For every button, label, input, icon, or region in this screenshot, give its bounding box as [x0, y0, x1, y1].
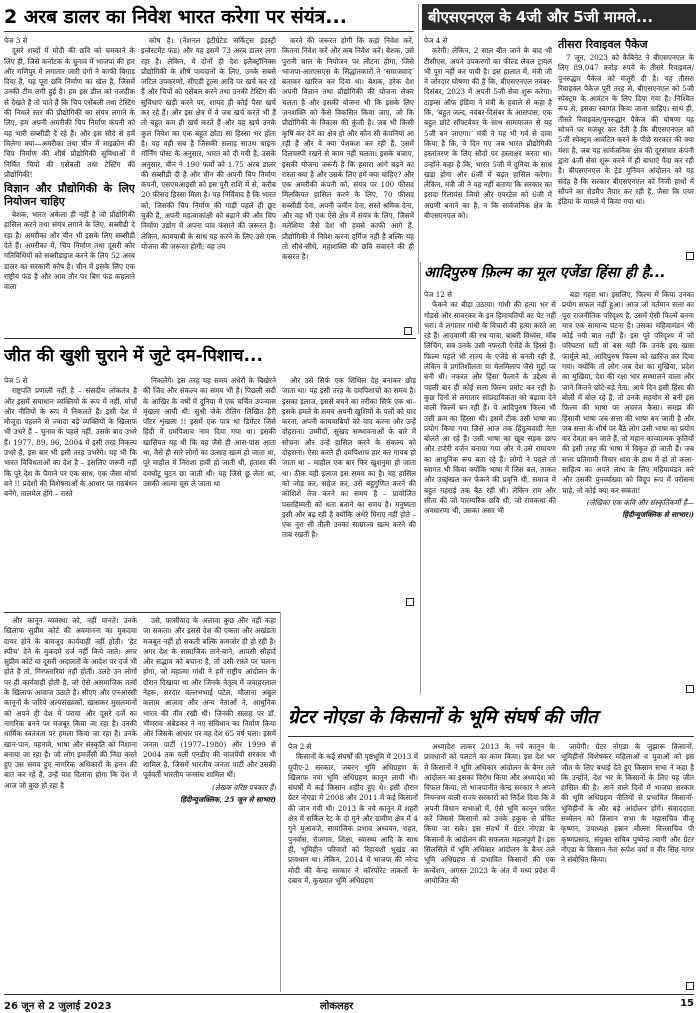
vertical-divider-top — [418, 4, 419, 334]
article5-top-rule — [4, 612, 280, 613]
article4-headline: जीत की खुशी चुराने में जुटे दम-पिशाच... — [4, 346, 263, 366]
article4-col3-text: और उसे सिर्फ एक शिथिल देह बनाकर छोड़ जाता था। यह इसी तरह के दमपिशाचों का समय है। इसका इलाज, इससे बचने का तरीका सिर्फ एक था– इसके हमले के समय अपनी खुशियों के पलों को याद करना, अपनी कामयाबियों को याद करना और उन्हें दोहराना। उम्मीदों, सुखद सम्भावनाओं के बारे में सोचना और उन्हें हासिल करने के संकल्प को दोहराना। ऐसा करते ही दमपिशाच हार कर गायब हो जाता था – माहौल एक बार फिर खुशनुमा हो जाता था। ठीक यही इलाज इस समय का है। यह हासिल को जोड़ कर, सहेज कर, उसे बहुगुणित करने की कोशिशें तेज करने का समय है – प्रायोजित पस्तहिम्मती को धता बताने का समय है। मनुष्यता इसी और बढ़ रही है क्योंकि अंधेरे घिराए नहीं होते – एक नूरा सी तीली उनका साम्राज्य खत्म करने की ताब रखती है। — [282, 376, 416, 540]
article5-credit-2: हिंदीन्यूजक्लिक, 25 जून से साभार) — [180, 795, 276, 805]
article6-col3-text: जायेगी। ग्रेटर नोएडा के जुझारू किसानों, भूमिहीनों विशेषकर महिलाओं व युवाओं को इस जीत के लिए बधाई देते हुए किसान सभा ने कहा है कि उन्होंने, देश भर के किसानों के लिए यह जीत हासिल की है। आने वाले दिनों में भाजपा सरकार की भूमि अधिग्रहण नीतियों से प्रभावित किसानों-भूमिहीनों के और बड़े आंदोलन होंगे। संवाददाता सम्मेलन को किसान सभा के महासचिव वीजू कृष्णन, उपाध्यक्ष हन्नान मौल्ला वित्तसचिव पी कृष्णप्रसाद, संयुक्त सचिव पुष्पेन्द्र त्यागी और ग्रेटर नोएडा के किसान नेता रूपेश वर्मा व वीर सिंह नागर ने संबोधित किया। — [561, 742, 694, 865]
article4-top-rule — [4, 338, 416, 339]
page-footer — [0, 996, 700, 1013]
article1-col1b-text: बेशक, भारत अकेला ही नहीं है जो प्रौद्योगिकी हासिल करने तथा संयंत्र लगाने के लिए, सब्सीडी दे रहा है। अमरीका और चीन भी इसके लिए सब्सीडी देते हैं। अमरीका में, चिप निर्माण तथा दूसरी कोर गतिविधियों को सब्सीडाइज करने के लिए 52 अरब डालर का सरकारी कोष है। चीन में इसके लिए एक राष्ट्रीय फंड है और आम तौर पर बिग फंड कहलाने वाला — [4, 210, 135, 292]
article4-jump: पेज 5 से — [4, 376, 28, 385]
article2-col1-text: करेगी। लेकिन, 2 साल बीत जाने के बाद भी टीसीएस, अपने उपकरणों का फील्ड लेवल ट्रायल भी पूरा नहीं कर पायी है। इस हालात में, मंत्री जी ने जोरदार घोषणा की है कि, बीएसएनएल नवंबर-दिसंबर, 2023 में अपनी 5जी सेवा शुरू करेगा। टाइम्स ऑफ इंडिया ने मंत्री के हवाले से कहा है कि, ‘बहुत जल्द, नवंबर-दिसंबर के आसपास, एक बहुत छोटे सॉफ्टवेयर के साथ सामयाजन से यह 5जी बन जाएगा।’ मंत्री ने यह भी गर्व से दावा किया है कि, वे दिन गए जब भारत प्रौद्योगिकी हस्तांतरण के लिए सौदों पर हस्ताक्षर करता था। उन्होंने कहा है कि, भारत 5जी में दुनिया के साथ खड़ा होगा और 6जी में बढ़त हासिल करेगा। लेकिन, मंत्री जी ने यह नहीं बताया कि सरकार का इरादा रिलायंस जियो और एयरटेल को 6जी में अग्रणी बनाने का है, न कि सार्वजनिक क्षेत्र के बीएसएनएल को। — [424, 46, 552, 221]
article1-col1-text: दूसरे शब्दों में मोदी की छवि को चमकाने के लिए ही, जिसे कर्नाटक के चुनाव में भाजपा की हार और मणिपुर में लगातार जारी दंगों ने काफी बिगाड़ दिया है, यह पूरा छवि निर्माण का खेल है, जिसमें उनकी टीम लगी हुई है। हम इस डील को नजदीक से देखते हैं तो पाते हैं कि चिप एसेंबली तथा टेस्टिंग की निचले स्तर की प्रौद्योगिकी का संयंत्र लगाने के लिए, हम अपनी अमरीकी चिप निर्माण कंपनी को यह भारी सब्सीडी दे रहे हैं। और इस सौदे से हमें मिलेगा क्या—अमरीका तथा चीन में माइक्रोन की चिप निर्माण की शीर्ष प्रौद्योगिकी सुविधाओं में निर्मित चिपों की एसेंबली तथा टेस्टिंग की प्रौद्योगिकी! — [4, 46, 135, 179]
article3-col1-text: फेंकने का बीड़ा उठाया। गांधी की हत्या भर से गोडसे और सावरकर के इन हिमायतियों का पेट नहीं भरा। वे लगातार गांधी के विचारों की हत्या करते आ रहे हैं। आदवाणी की रथ यात्रा, बाबरी विध्वंस, मॉब लिंचिंग, सब उनके उसी नफरती ऐजेंडे के हिस्से हैं। फिल्म पहले भी राज्य के एजेंडे से बनती रही हैं, लेकिन वे प्रगतिशीलता या मेलमिलाप जैसे मुद्दों पर बनी थीं। नफरत और हिंसा फैलाने के उद्देश्य से पहली बार ही कोई सत्ता फिल्म प्रमोट कर रही है। कुछ दिनों से लगातार सांप्रदायिकता को बढ़ावा देने वाली फिल्में बन रही हैं। ये आदिपुरुष फिल्म भी उसी क्रम का हिस्सा थी। इसमें टीक उसी भाषा का प्रयोग किया गया जिसे आज तक हिंदुत्ववादी नेता बोलते आ रहे हैं। उसी भाषा का खूब सड़क छाप और टपोरी वर्जन बनाया गया और ये उसे रामायण का आधुनिक रूप बता रहे हैं। लोगों ने पहले तो स्वागत भी किया क्योंकि भाषा में जिस बल, ताकत और उच्छृंखल कर फेंकने की प्रवृत्ति थी, समाज में बहुत गहराई तक बैठ रही थी। लेकिन राम और सीता की जो पारम्परिक छवि थी, जो रामकथा की अवधारणा थी, उसका असर भी — [424, 300, 556, 516]
article3-credit-2: हिंदीन्यूजक्लिक से साभार।) — [622, 510, 694, 520]
article1-subhead: विज्ञान और प्रौद्योगिकी के लिए नियोजन चाहिए — [4, 182, 135, 209]
article4-col1 — [4, 376, 137, 606]
footer-date: 26 जून से 2 जुलाई 2023 — [4, 1001, 112, 1012]
article2-col2 — [558, 36, 694, 258]
article5-col1-text: और कानून व्यवस्था को, नहीं मानते। उनके खिलाफ सुप्रीम कोर्ट की अवमानना का मुकदमा दायर होने के बावजूद कार्यवाही नहीं होती। ‘हेट स्पीच’ देने के मुकदमे दर्ज नहीं किये जाते। अगर सुप्रीम कोर्ट या दूसरी अदालतों के आदेश पर दर्ज भी होते हैं तो, गिरफ्तारियां नहीं होतीं। उलटे उन लोगों पर ही कार्यवाही होती है, जो ऐसे असमाजिक तत्वों के खिलाफ आवाज उठाते हैं। सीएए और एनआरसी कानूनों के जरिये अल्पसंख्यकों, खासकर मुसलमानों को अपने ही देश में पराया और दूसरे दर्जे का नागरिक बनने पर मजबूर किया जा रहा है। उनकी धार्मिक स्वतंत्रता पर हमला किया जा रहा है। उनके खान-पान, पहनावे, भाषा और संस्कृति को निशाना बनाया जा रहा है। जो लोग इमर्जेंसी की निंदा करते हुए उस समय हुए नागरिक अधिकारों के हनन की बात कर रहे हैं, उन्हें याद दिलाना होगा कि देश में आज जो कुछ हो रहा है — [4, 616, 137, 790]
article6-headline-rule — [288, 736, 694, 737]
article3-jump: पेज 12 से — [424, 290, 452, 299]
article1-col3 — [282, 36, 414, 326]
footer-rule — [4, 994, 694, 995]
article3-col1 — [424, 290, 556, 692]
article2-subhead: तीसरा रिवाइवल पैकेज — [558, 38, 648, 51]
article2-col1 — [424, 36, 552, 258]
article6-end-mark — [686, 982, 694, 990]
article4-col3 — [282, 376, 416, 606]
article1-end-mark — [404, 327, 412, 335]
article6-col1 — [288, 742, 418, 992]
article4-col2 — [143, 376, 276, 606]
vertical-divider-middle — [420, 262, 421, 694]
article5-col2 — [143, 616, 276, 992]
article3-headline: आदिपुरुष फ़िल्म का मूल एजेंडा हिंसा ही है... — [424, 265, 666, 281]
vertical-divider-bottom — [280, 612, 281, 992]
article2-end-mark — [686, 252, 694, 260]
article1-col3-text: करने की जरूरत होगी कि कहां निवेश करें, कितना निवेश करें और कब निवेश करें। बेशक, उसे पुरानी चाल के नियोजन पर लौटना होगा, जिसे भाजपा-आरएसएस के सिद्धांतकारों ने ‘समाजवाद’ बताकर खारिज कर दिया था। बेशक, हरेक देश अपनी विज्ञान तथा प्रौद्योगिकी की योजना लेकर चलता है और इसकी योजना भी कि इसके लिए जनशक्ति को कैसे विकसित किया जाए, जो कि प्रौद्योगिकी के विकास की कुंजी है। जब भी किसी कृषि कर देने का क्षेत्र हो और कौन सी कंपनियां आ रही हैं और वे क्या पेशकश कर रही हैं, उसमें दिलचस्पी रखने से काम नहीं चलता। इसके बजाए, इसकी योजना जरूरी है कि हमारा आगे बढ़ने का रास्ता क्या है और उसके लिए हमें क्या चाहिए? और एक अमरीकी कंपनी को, संयंत्र पर 100 फीसद मिलकियत हासिल करने के लिए, 70 फीसद सब्सीडी देना, अपनी जमीन देना, सस्ते श्रमिक देना, और वह भी एक ऐसे क्षेत्र में संयंत्र के लिए, जिसमें मलेशिया जैसे देश भी हमसे काफी आगे हैं, प्रौद्योगिकी में निवेश करना हर्गिज नहीं है बल्कि यह तो सीधे-सीधे, महाशक्ति की छवि संवारने की ही कसरत है। — [282, 36, 414, 262]
article5-col1 — [4, 616, 137, 992]
article1-headline-rule — [4, 31, 414, 32]
article4-end-mark — [406, 598, 414, 606]
article1-col1 — [4, 36, 135, 336]
article4-col1-text: राष्ट्रपति प्रणाली नहीं है – संसदीय लोकतंत्र है और इसमें समाधान व्यक्तियों के रूप में नहीं, मोर्चों और नीतियों के रूप में निकलते हैं। इसी देश में मौजूदा पहलने से ज्यादा बड़े व्यक्तियों के खिलाफ भी उभरे हैं – चुनाव के पहले नहीं, उसके बाद उभरे हैं। 1977, 89, 96, 2004 में इसी तरह विकल्प उभरे हैं, इस बार भी इसी तरह उभरेंगे। यह भी कि भारत विविधताओं का देश है – इसलिए जरूरी नहीं कि पूरे देश के पैमाने पर एक साथ, एक जैसा मोर्चा बने !! प्रदेशों की विशेषताओं के आधार पर गठबंधन बनेंगे, तालमेल होंगे – रास्ते — [4, 386, 137, 499]
article2-col2-text: 7 जून, 2023 को कैबिनेट ने बीएसएनएल के लिए 89,047 करोड़ रुपये के तीसरे रिवाइवल/पुनरुद्धार पैकेज को मंजूरी दी है। यह तीसरा रिवाइवल पैकेज पूरी तरह से, बीएसएनएल को 5जी स्पेक्ट्रम के आवंटन के लिए दिया गया है। निश्चित रूप से, इसका स्वागत किया जाना चाहिए। साथ ही, तीसरे रिवाइवल/पुनरुद्धार पैकेज की घोषणा यह सोचने पर मजबूर कर देती है कि बीएसएनएल को 5जी स्पेक्ट्रम आवंटित करने के पीछे सरकार की क्या मंशा है, जब यह सार्वजनिक क्षेत्र की दूरसंचार कंपनी द्वारा 4जी सेवा शुरू करने में ही बाधाएं पैदा कर रही है। बीएसएनएल के ट्रेड यूनियन आंदोलन को यह संदेह है कि सरकार बीएसएनएल को निजी हाथों में सौंपने का रोडमैप तैयार कर रही है, जैसा कि एयर इंडिया के मामले में किया गया था। — [558, 53, 694, 207]
article2-headline: बीएसएनएल के 4जी और 5जी मामले... — [422, 4, 696, 30]
article3-end-mark — [686, 685, 694, 693]
article3-col2 — [562, 290, 694, 692]
article2-jump: पेज 4 से — [424, 36, 448, 45]
article6-col2-text: अध्यादेश लाकर 2013 के नये कानून के प्रावधानों को पलटने का काम किया। इस देश भर में किसानों ने भूमि अधिकार आंदोलन के बैनर तले आंदोलन का इसका विरोध किया और अध्यादेश को विफल किया, तो भाजपानीत केन्द्र सरकार ने अपने नियन्त्रण वाली राज्य सरकारों को निर्देश दिया कि वे अपनी विधान सभाओं में, ऐसे भूमि कानून पारित करें जिससे किसानों को उनके हकूक से वंचित किया जा सके। इस संदर्भ में ग्रेटर नोएडा के किसानों के आंदोलन की सफलता महत्वपूर्ण है। इस सिलसिले में भूमि अधिकार आंदोलन के बैनर तले भूमि अधिग्रहण से प्रभावित किसानों की एक कन्वेंशन, अगस्त 2023 के अंत में मध्य प्रदेश में आयोजित की — [424, 742, 555, 885]
article1-jump: पेज 3 से — [4, 36, 28, 45]
article6-col3 — [561, 742, 694, 992]
article3-credit-1: (लेखिका एक कवि और संस्कृतिकर्मी हैं— — [586, 497, 694, 507]
article1-col2 — [141, 36, 276, 336]
article6-col1-text: किसानों के कई संघर्षों की पृष्ठभूमि में 2013 में यूपीए-2 सरकार, जबरन भूमि अधिग्रहण के खिलाफ नया भूमि अधिग्रहण कानून लायी थी। संघर्षों में कई किसान शहीद हुए थे। इसी दौरान ग्रेटर नोएडा में 2008 और 2011 में कई किसानों की जान गयी थी। 2013 के नये कानून में शहरी क्षेत्र में सर्किल रेट के दो गुने और ग्रामीण क्षेत्र में 4 गुने मुआवजे, सामाजिक प्रभाव अध्ययन, राहत, पुनर्वास, रोजगार, शिक्षा, स्वास्थ्य आदि के साथ ही, भूमिहीन परिवारों को रिहायशी भूखंड का प्रावधान था। लेकिन, 2014 में भाजपा की नरेन्द्र मोदी की केन्द्र सरकार ने कॉरपोरेट ताकतों के दबाव में, कुख्यात भूमि अधिग्रहण — [288, 752, 418, 885]
article4-col2-text: निकलेंगे। इस तरह यह समय अंधेरों के बिखेरने की जिद और संकल्प का समय भी है। पिछली सदी के आखिर के वर्षों में दुनिया में एक चर्चित उपन्यास मृंखला आयी थी: सुश्री जेके रोलिंग लिखित हैरी पॉटर शृंखला !! इसमें एक पात्र था डिमेंटर जिसे हिंदी में दमपिशाच नाम दिया गया था। इसकी खासियत यह थी कि यह जैसे ही आस-पास आता था, वैसे ही सारे लोगों का उत्साह खत्म हो जाता था, पूरे माहौल में निराशा हावी हो जाती थी, हताशा की दमघोंटू घुटन छा जाती थी। यह जिसे छू लेता था, उसकी आत्मा चूस ले जाता था — [143, 376, 276, 488]
footer-masthead: लोकलहर — [320, 1001, 354, 1012]
article5-col2-text: उसे, फ़ासीवाद के अलावा कुछ और नहीं कहा जा सकता। और इससे देश की एकता और अखंडता मजबूत नहीं हो सकती बल्कि कमजोर ही हो रही है। अगर देश के सामाजिक ताने-बाने, आपसी सौहार्द और सद्भाव को बचाना है, तो उसी रास्ते पर चलना होगा, जो महात्मा गांधी ने हमें राष्ट्रीय आंदोलन के दौरान दिखाया था और जिनके नेतृत्व में जवाहरलाल नेहरू, सरदार वल्लभभाई पटेल, मौलाना अबुल कलाम आज़ाद और अन्य नेताओं ने, आधुनिक भारत की नींव रखी थी। जिनकी सलाह पर डॉ. भीमराव अंबेडकर ने नए संविधान का निर्माण किया और जिसके आधार पर यह देश 65 वर्ष चला। इसमें जनता पार्टी (1977–1980) और 1999 से 2004 तक चली एनडीए की वाजपेयी सरकार भी शामिल है, जिसमें भारतीय जनता पार्टी और उसकी पूर्ववर्ती भारतीय जनसंघ शामिल थीं। — [143, 616, 276, 780]
article6-headline: ग्रेटर नोएडा के किसानों के भूमि संघर्ष की जीत — [288, 707, 598, 728]
article6-jump: पेज 2 से — [288, 742, 312, 751]
article6-col2 — [424, 742, 555, 992]
article1-col2-text: कोष है। (नेशनल इंटीग्रेटेड सर्किट्स इंडस्ट्री इन्वेस्टमेंट फंड) और यह इसमें 73 अरब डालर लगा रहा है। लेकिन, ये दोनों ही देश इलैक्ट्रॉनिक्स प्रौद्योगिकी के शीर्ष पायदानों के लिए, उनके सबसे जटिल उपकरणों, सीएडी टूल्स आदि पर खर्च कर रहे हैं और चिपों को एसेंबल करने तथा उनकी टेस्टिंग की सुविधाएं खड़ी करने पर, शायद ही कोई पैसा खर्च कर रहे हैं। और इस क्षेत्र में वे जब खर्च करते भी हैं तो बहुत कम ही खर्च करते हैं और यह खर्च उनके कुल निवेश का एक बहुत छोटा सा हिस्सा भर होता है। यह वही सब है जिसकी सलाह साउथ चाइना मॉर्निंग पोस्ट के अनुसार, भारत को दी गयी है, उसके अनुसार, चीन ने 190 फर्मों को 1.75 अरब डालर की सब्सीडी दी है और चीन की अपनी चिप निर्माण कंपनी, एसएमआइसी को इस पूरी राशि में से, करीब 20 फीसद हिस्सा मिला है। यह निर्विवाद है कि भारत को, जिसकी चिप निर्माण की गाड़ी पहले ही छूट चुकी है, अपनी महत्वाकांक्षी को बढ़ाने की और चिप निर्माण उद्योग में अपना पांव फंसाने की जरूरत है। लेकिन, कामयाबी के साथ यह करने के लिए उसे एक योजना की जरूरत होगी; यह तय — [141, 36, 276, 251]
article5-credit-1: (लेखक वरिष्ठ पत्रकार हैं। — [212, 782, 276, 792]
footer-page-number: 15 — [680, 998, 694, 1009]
article3-col2-text: बड़ा गहरा था। इसलिए, फिल्म में किया उनका प्रयोग सफल नहीं हुआ। आज जो वर्तमान सत्ता का पूरा राजनीतिक परिदृश्य है, उसमें ऐसी फिल्में बनना मात्र एक सामान्य घटना है। उसका महिमामंडन भी कोई नयी बात नहीं है। इस पूरे परिदृश्य में जो परिघटना घटी वो बस यही कि उनके इस खास फार्मूले को, आदिपुरुष फिल्म को खारिज कर दिया गया। क्योंकि तो लोग जब देश का मुखिया, प्रदेश का मुखिया, देश की रक्षा भार सम्भालने वाला और जाने कितने छोटे-बड़े नेता, आये दिन इसी हिंसा की बोली में बोल रहे हैं, तो उनके सहयोग से बनी इस फ़िल्म की भाषा पर अचरज कैसा। समझ की हिंसावी भाषा जब सत्ता की भाषा बन जाती है और जब सत्ता के शीर्ष पर बैठे लोग उसी भाषा का प्रयोग कर देवता बन जाते हैं, तो महान काव्यात्मक कृतियों की इसी तरह की भाषा में विकृत हो जाती हैं। जब सत्ता प्रतिगामी विचार धारा के हाथ में हो तो कला-साहित्य का अपने लाभ के लिए महिमामंडन करे और उसकी पुनर्व्याख्या को विदूप रूप में परोसना चाहे, तो कोई क्या कर सकता! — [562, 290, 694, 495]
article1-headline: 2 अरब डालर का निवेश भारत करेगा पर संयंत्र... — [4, 6, 347, 28]
